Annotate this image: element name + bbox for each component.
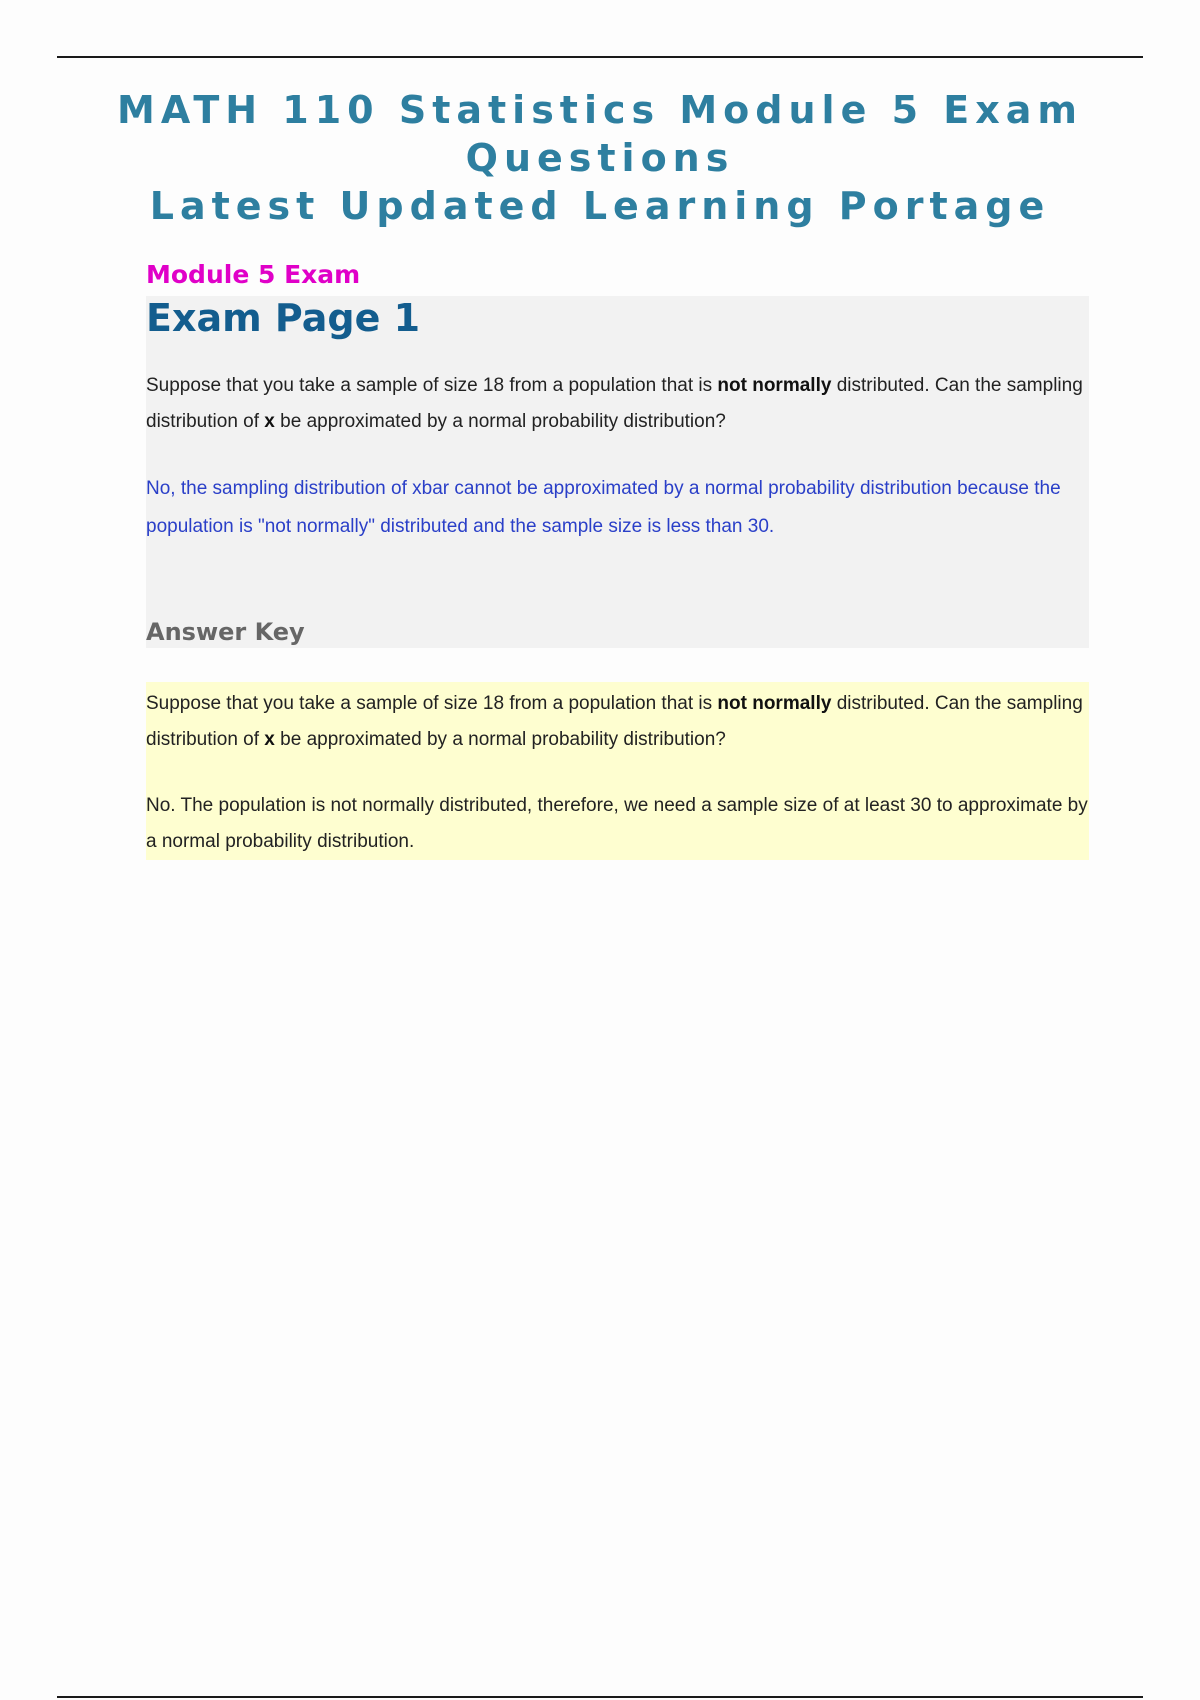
question-text-part-2: distributed. Can the sampling distribution of bbox=[146, 375, 1083, 432]
question-emphasis: not normally bbox=[717, 375, 832, 396]
module-label: Module 5 Exam bbox=[146, 260, 361, 289]
key-question-text-part-1: Suppose that you take a sample of size 18 from a population that is bbox=[146, 693, 718, 714]
answer-key-heading: Answer Key bbox=[146, 618, 305, 646]
key-question-text-part-2: distributed. Can the sampling distribution of bbox=[146, 693, 1083, 750]
student-answer: No, the sampling distribution of xbar cannot be approximated by a normal probability distribution because the population is "not normally" distributed and the sample size is less than 30. bbox=[146, 478, 1061, 537]
document-title-line-2: Latest Updated Learning Portage bbox=[149, 184, 1051, 228]
document-title-line-1: MATH 110 Statistics Module 5 Exam Questions bbox=[117, 88, 1083, 180]
top-divider bbox=[57, 56, 1143, 58]
exam-page-heading: Exam Page 1 bbox=[146, 296, 421, 340]
exam-page-panel bbox=[146, 296, 1089, 648]
question-text-part-3: be approximated by a normal probability distribution? bbox=[274, 411, 726, 432]
answer-key-question bbox=[146, 686, 1089, 758]
document-title bbox=[0, 86, 1200, 230]
correct-answer: No. The population is not normally distributed, therefore, we need a sample size of at least 30 to approximate by a normal probability distribution. bbox=[146, 795, 1088, 852]
question-variable: x bbox=[264, 411, 275, 432]
key-question-emphasis: not normally bbox=[717, 693, 832, 714]
exam-question bbox=[146, 368, 1089, 440]
key-question-text-part-3: be approximated by a normal probability distribution? bbox=[274, 729, 726, 750]
bottom-divider bbox=[57, 1696, 1143, 1698]
key-question-variable: x bbox=[264, 729, 275, 750]
answer-key-panel bbox=[146, 682, 1089, 860]
question-text-part-1: Suppose that you take a sample of size 18 from a population that is bbox=[146, 375, 718, 396]
